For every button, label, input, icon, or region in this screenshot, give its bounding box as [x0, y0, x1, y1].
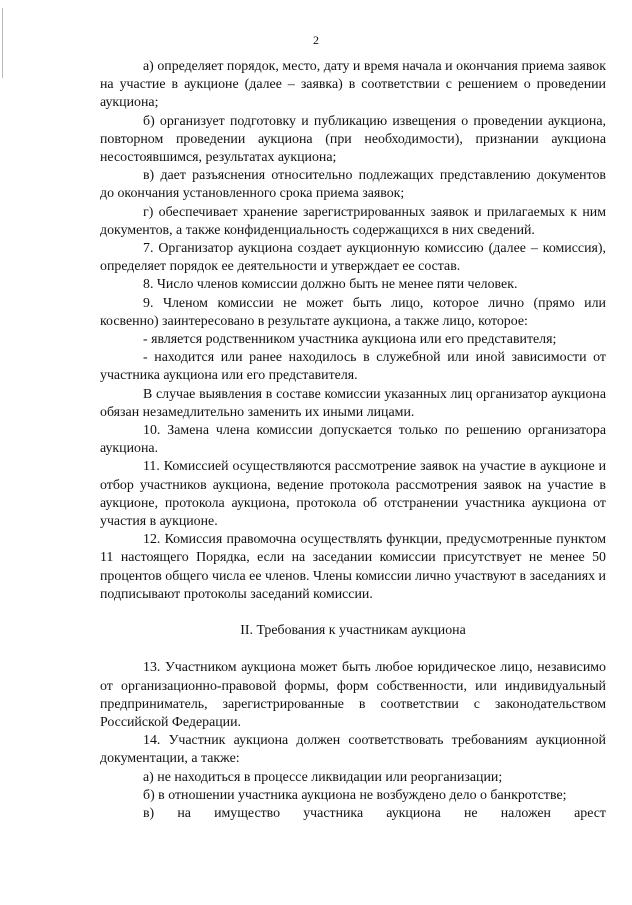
paragraph-9-item-2: - находится или ранее находилось в служебной или иной зависимости от участника аукциона или его представителя.: [100, 350, 606, 384]
paragraph-9: 9. Членом комиссии не может быть лицо, которое лично (прямо или косвенно) заинтересовано в результате аукциона, а также лицо, которое:: [100, 295, 606, 329]
paragraph-10: 10. Замена члена комиссии допускается только по решению организатора аукциона.: [100, 423, 606, 457]
paragraph-9-item-1: - является родственником участника аукциона или его представителя;: [143, 332, 557, 348]
paragraph-6g: г) обеспечивает хранение зарегистрированных заявок и прилагаемых к ним документов, а также конфиденциальность содержащихся в них сведений.: [100, 204, 606, 238]
paragraph-14b: б) в отношении участника аукциона не возбуждено дело о банкротстве;: [143, 787, 567, 803]
paragraph-11: 11. Комиссией осуществляются рассмотрение заявок на участие в аукционе и отбор участников аукциона, ведение протокола рассмотрения заявок на участие в аукционе, протокола аукциона, протокола об отстранении участника аукциона от участия в аукционе.: [100, 459, 606, 530]
paragraph-6v: в) дает разъяснения относительно подлежащих представлению документов до окончания установленного срока приема заявок;: [100, 168, 606, 202]
page-number: 2: [313, 33, 319, 47]
paragraph-13: 13. Участником аукциона может быть любое юридическое лицо, независимо от организационно-правовой формы, форм собственности, или индивидуальный предприниматель, зарегистрированные в соответствии с законодательством Российской Федерации.: [100, 660, 606, 730]
paragraph-14v: в) на имущество участника аукциона не наложен арест: [143, 805, 606, 821]
paragraph-6a: а) определяет порядок, место, дату и время начала и окончания приема заявок на участие в аукционе (далее – заявка) в соответствии с решением о проведении аукциона;: [100, 59, 606, 111]
paragraph-8: 8. Число членов комиссии должно быть не менее пяти человек.: [143, 277, 518, 293]
paragraph-12: 12. Комиссия правомочна осуществлять функции, предусмотренные пунктом 11 настоящего Порядка, если на заседании комиссии присутствует не менее 50 процентов общего числа ее членов. Члены комиссии лично участвуют в заседаниях и подписывают протоколы заседаний комиссии.: [100, 532, 606, 602]
paragraph-14: 14. Участник аукциона должен соответствовать требованиям аукционной документации, а также:: [100, 733, 606, 767]
section-heading: II. Требования к участникам аукциона: [240, 623, 466, 639]
document-body: [100, 58, 606, 823]
paragraph-6b: б) организует подготовку и публикацию извещения о проведении аукциона, повторном проведении аукциона (при необходимости), признании аукциона несостоявшимся, результатах аукциона;: [100, 113, 606, 166]
paragraph-14a: а) не находиться в процессе ликвидации или реорганизации;: [143, 769, 503, 785]
paragraph-9-replacement: В случае выявления в составе комиссии указанных лиц организатор аукциона обязан незамедлительно заменить их иными лицами.: [100, 386, 606, 420]
paragraph-7: 7. Организатор аукциона создает аукционную комиссию (далее – комиссия), определяет порядок ее деятельности и утверждает ее состав.: [100, 241, 606, 275]
